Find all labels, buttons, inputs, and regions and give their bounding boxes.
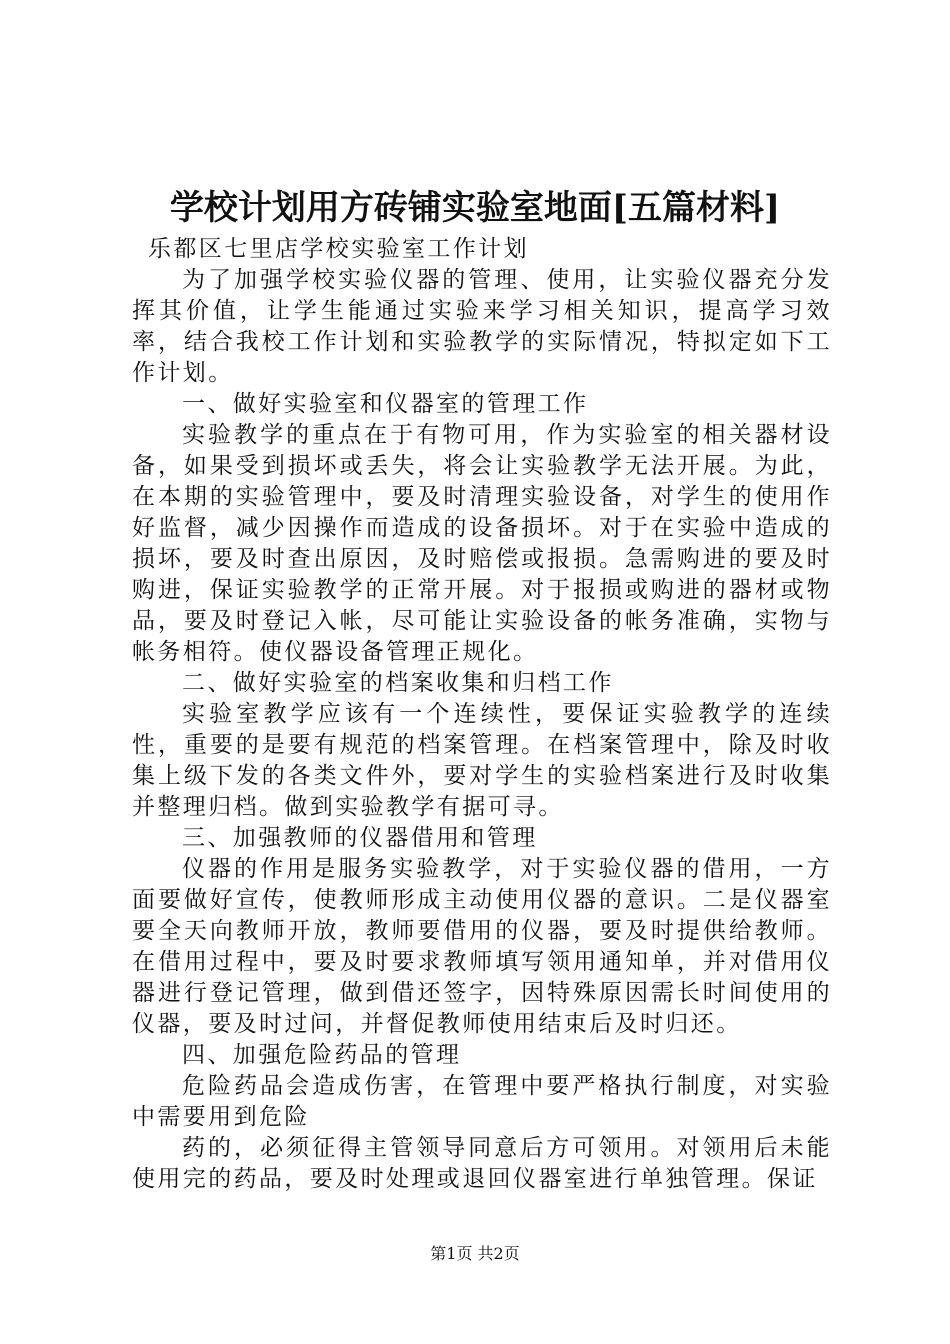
- section-paragraph-1: 实验教学的重点在于有物可用，作为实验室的相关器材设备，如果受到损坏或丢失，将会让实验教学无法开展。为此，在本期的实验管理中，要及时清理实验设备，对学生的使用作好监督，减少因操作而造成的设备损坏。对于在实验中造成的损坏，要及时查出原因，及时赔偿或报损。急需购进的要及时购进，保证实验教学的正常开展。对于报损或购进的器材或物品，要及时登记入帐，尽可能让实验设备的帐务准确，实物与帐务相符。使仪器设备管理正规化。: [132, 422, 832, 665]
- school-plan-heading: 乐都区七里店学校实验室工作计划: [148, 236, 529, 262]
- section-paragraph-4a: 危险药品会造成伤害，在管理中要严格执行制度，对实验中需要用到危险: [132, 1073, 832, 1130]
- document-body: [132, 234, 832, 1195]
- page-number-footer: 第1页 共2页: [430, 1244, 520, 1263]
- section-heading-1: 一、做好实验室和仪器室的管理工作: [182, 391, 589, 417]
- intro-paragraph: 为了加强学校实验仪器的管理、使用，让实验仪器充分发挥其价值，让学生能通过实验来学习相关知识，提高学习效率，结合我校工作计划和实验教学的实际情况，特拟定如下工作计划。: [132, 267, 832, 386]
- section-heading-4: 四、加强危险药品的管理: [182, 1042, 462, 1068]
- section-paragraph-4b: 药的，必须征得主管领导同意后方可领用。对领用后未能使用完的药品，要及时处理或退回仪器室进行单独管理。保证: [132, 1135, 832, 1192]
- section-paragraph-3: 仪器的作用是服务实验教学，对于实验仪器的借用，一方面要做好宣传，使教师形成主动使用仪器的意识。二是仪器室要全天向教师开放，教师要借用的仪器，要及时提供给教师。在借用过程中，要及时要求教师填写领用通知单，并对借用仪器进行登记管理，做到借还签字，因特殊原因需长时间使用的仪器，要及时过问，并督促教师使用结束后及时归还。: [132, 856, 832, 1037]
- document-title: 学校计划用方砖铺实验室地面[五篇材料]: [169, 188, 781, 228]
- section-paragraph-2: 实验室教学应该有一个连续性，要保证实验教学的连续性，重要的是要有规范的档案管理。在档案管理中，除及时收集上级下发的各类文件外，要对学生的实验档案进行及时收集并整理归档。做到实验教学有据可寻。: [132, 701, 832, 820]
- section-heading-3: 三、加强教师的仪器借用和管理: [182, 825, 538, 851]
- section-heading-2: 二、做好实验室的档案收集和归档工作: [182, 670, 614, 696]
